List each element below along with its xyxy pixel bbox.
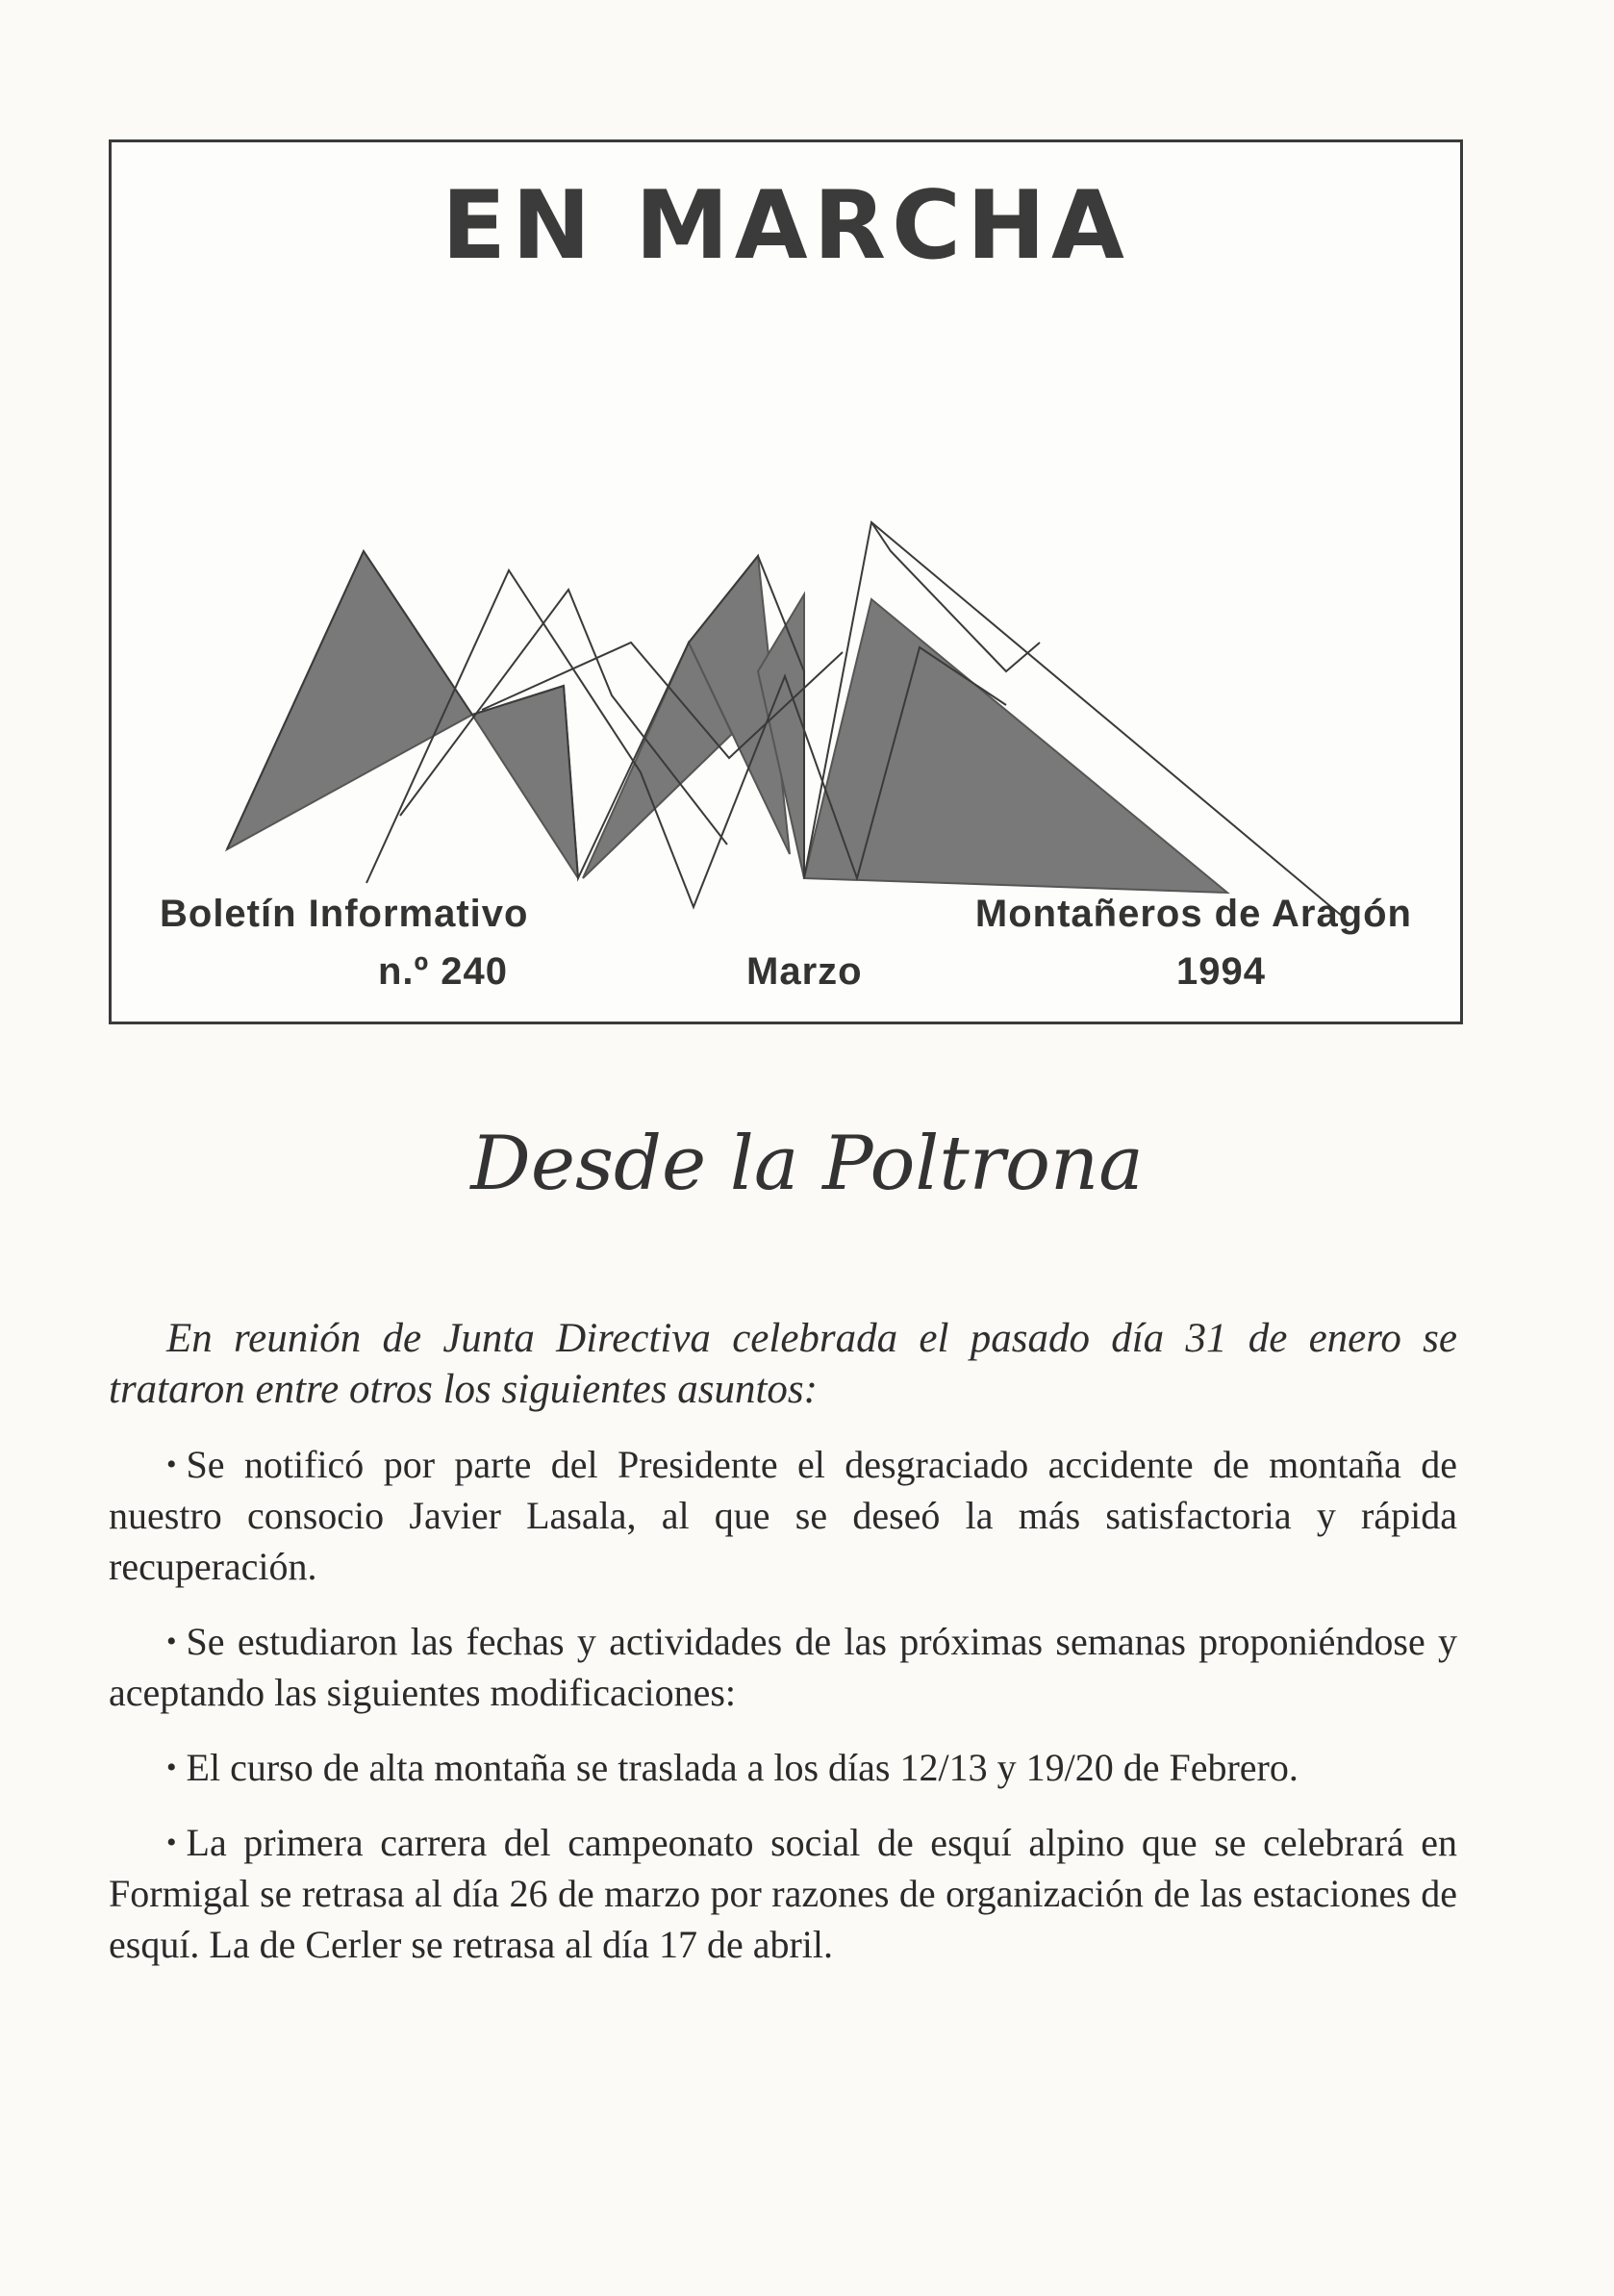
list-item — [109, 1439, 1457, 1592]
list-item — [109, 1817, 1457, 1970]
club-name: Montañeros de Aragón — [974, 893, 1412, 935]
list-item-text: El curso de alta montaña se traslada a los días 12/13 y 19/20 de Febrero. — [186, 1746, 1299, 1789]
list-item — [109, 1616, 1457, 1718]
article-body — [109, 1313, 1457, 1994]
issue-year: 1994 — [1176, 950, 1266, 993]
list-item-text: Se notificó por parte del Presidente el desgraciado accidente de montaña de nuestro consocio Javier Lasala, al que se deseó la más satisfactoria y rápida recuperación. — [109, 1443, 1457, 1588]
intro-paragraph: En reunión de Junta Directiva celebrada el pasado día 31 de enero se trataron entre otros los siguientes asuntos: — [109, 1316, 1457, 1412]
bullet-icon: • — [166, 1449, 177, 1480]
issue-number: n.º 240 — [378, 950, 509, 993]
list-item-text: La primera carrera del campeonato social de esquí alpino que se celebrará en Formigal se retrasa al día 26 de marzo por razones de organización de las estaciones de esquí. La de Cerler se retrasa al día 17 de abril. — [109, 1821, 1457, 1966]
bulletin-label: Boletín Informativo — [160, 893, 529, 935]
masthead-box — [109, 139, 1463, 1024]
issue-month: Marzo — [746, 950, 863, 993]
bullet-icon: • — [166, 1827, 177, 1858]
bullet-icon: • — [166, 1626, 177, 1657]
masthead-title: EN MARCHA — [441, 171, 1130, 281]
mountains-illustration — [112, 354, 1466, 931]
peak-2 — [472, 686, 578, 878]
list-item-text: Se estudiaron las fechas y actividades de las próximas semanas proponiéndose y aceptando las siguientes modificaciones: — [109, 1620, 1457, 1714]
list-item — [109, 1742, 1457, 1793]
peak-1 — [227, 551, 472, 849]
bullet-icon: • — [166, 1752, 177, 1783]
section-title: Desde la Poltrona — [470, 1121, 1144, 1207]
